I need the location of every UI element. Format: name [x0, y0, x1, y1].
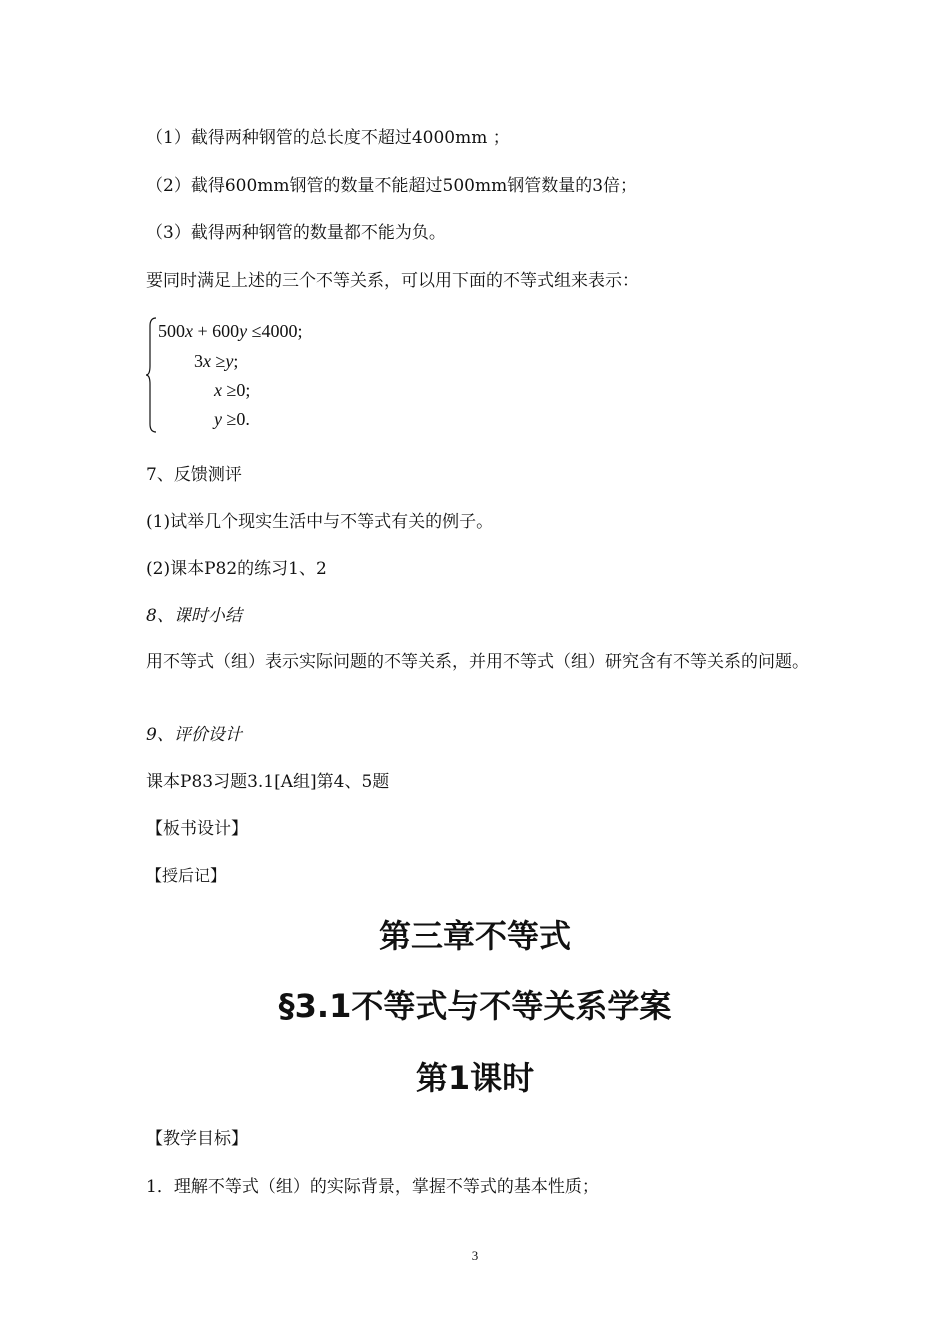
condition-1: （1）截得两种钢管的总长度不超过4000mm ； — [146, 128, 510, 148]
feedback-item-2: (2)课本P82的练习1、2 — [146, 559, 327, 579]
inequality-line-4: y ≥0. — [214, 409, 250, 429]
inequality-line-1: 500x + 600y ≤4000; — [158, 321, 303, 341]
evaluation-text: 课本P83习题3.1[A组]第4、5题 — [146, 772, 390, 792]
inequality-line-3: x ≥0; — [214, 380, 251, 400]
feedback-item-1: (1)试举几个现实生活中与不等式有关的例子。 — [146, 512, 494, 532]
objectives-heading: 【教学目标】 — [146, 1129, 248, 1149]
inequality-system — [146, 316, 406, 434]
lesson-title: 第1课时 — [415, 1059, 535, 1097]
system-intro: 要同时满足上述的三个不等关系，可以用下面的不等式组来表示： — [146, 271, 639, 291]
after-class-notes-heading: 【授后记】 — [146, 866, 227, 885]
chapter-title: 第三章不等式 — [378, 917, 571, 955]
page-number: 3 — [471, 1248, 479, 1263]
inequality-line-2: 3x ≥y; — [194, 351, 239, 371]
board-design-heading: 【板书设计】 — [146, 819, 248, 839]
section-title: §3.1不等式与不等关系学案 — [278, 987, 672, 1025]
summary-text: 用不等式（组）表示实际问题的不等关系，并用不等式（组）研究含有不等关系的问题。 — [146, 652, 809, 672]
section-9-heading: 9、评价设计 — [146, 725, 242, 745]
condition-3: （3）截得两种钢管的数量都不能为负。 — [146, 223, 446, 243]
section-8-heading: 8、课时小结 — [146, 606, 242, 626]
objective-item-1: 1．理解不等式（组）的实际背景，掌握不等式的基本性质； — [146, 1177, 599, 1197]
left-brace-icon — [146, 316, 158, 434]
condition-2: （2）截得600mm钢管的数量不能超过500mm钢管数量的3倍； — [146, 176, 638, 196]
section-7-heading: 7、反馈测评 — [146, 465, 242, 485]
